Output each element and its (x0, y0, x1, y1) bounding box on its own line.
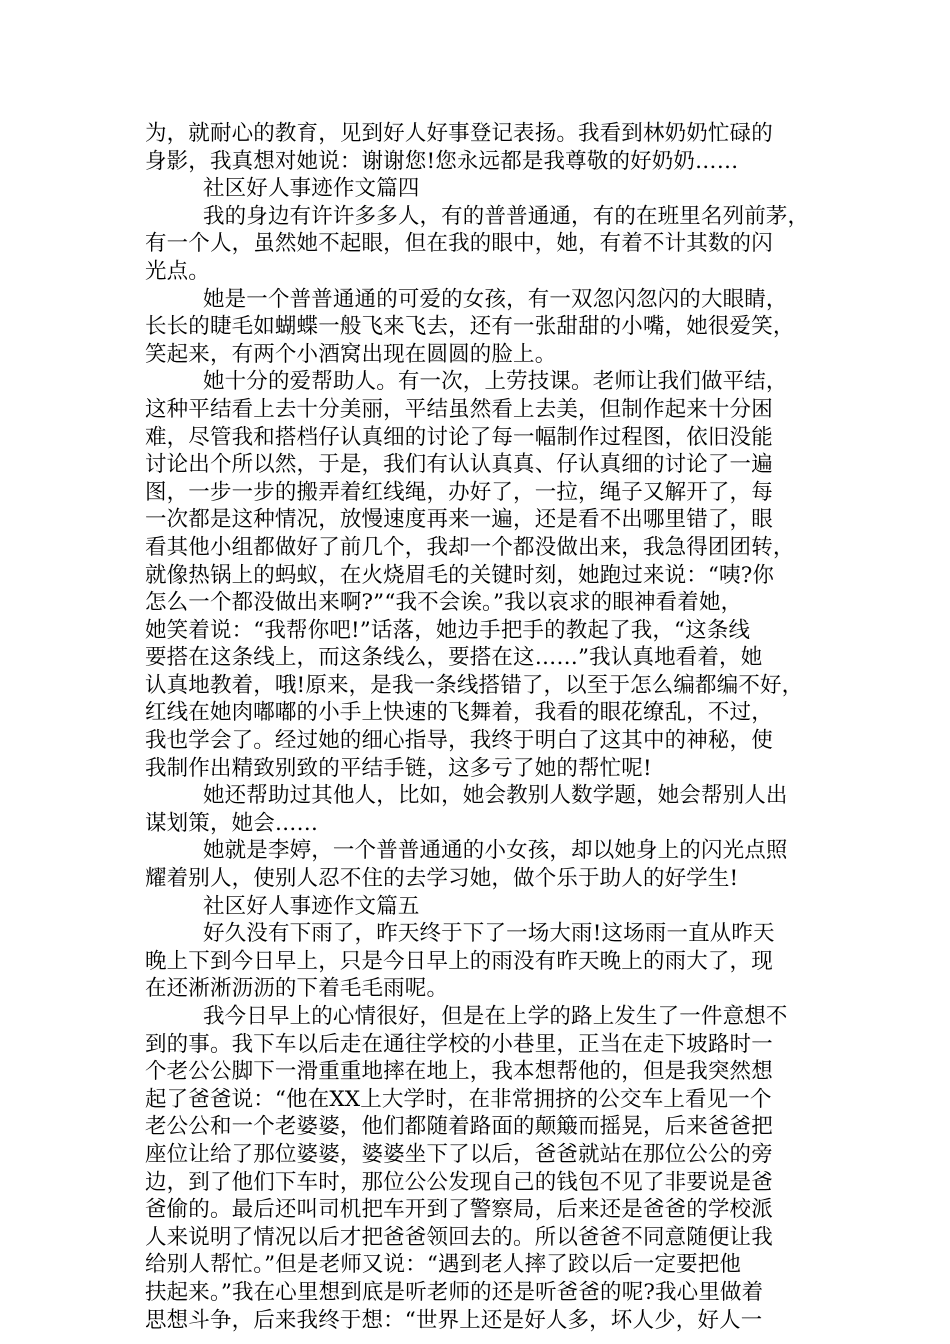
text-line: 讨论出个所以然，于是，我们有认认真真、仔认真细的讨论了一遍 (145, 452, 773, 478)
text-line: 看其他小组都做好了前几个，我却一个都没做出来，我急得团团转， (145, 534, 795, 560)
text-line: 就像热锅上的蚂蚁，在火烧眉毛的关键时刻，她跑过来说：“咦?你 (145, 562, 775, 588)
text-line: 耀着别人，使别人忍不住的去学习她，做个乐于助人的好学生! (145, 866, 739, 892)
text-line: 我也学会了。经过她的细心指导，我终于明白了这其中的神秘，使 (145, 728, 773, 754)
text-line: 红线在她肉嘟嘟的小手上快速的飞舞着，我看的眼花缭乱，不过， (145, 700, 773, 726)
text-line: 人来说明了情况以后才把爸爸领回去的。所以爸爸不同意随便让我 (145, 1224, 773, 1250)
text-line: 谋划策，她会…… (145, 810, 319, 836)
text-line: 到的事。我下车以后走在通往学校的小巷里，正当在走下坡路时一 (145, 1031, 773, 1057)
text-line: 有一个人，虽然她不起眼，但在我的眼中，她，有着不计其数的闪 (145, 231, 773, 257)
text-line: 身影，我真想对她说：谢谢您!您永远都是我尊敬的好奶奶…… (145, 148, 739, 174)
text-line: 光点。 (145, 258, 210, 284)
section-heading: 社区好人事迹作文篇四 (203, 176, 420, 202)
text-line: 她笑着说：“我帮你吧!”话落，她边手把手的教起了我，“这条线 (145, 617, 751, 643)
text-line: 思想斗争，后来我终于想：“世界上还是好人多，坏人少，好人一 (145, 1307, 763, 1333)
section-heading: 社区好人事迹作文篇五 (203, 893, 420, 919)
text-line: 她还帮助过其他人，比如，她会教别人数学题，她会帮别人出 (203, 783, 788, 809)
text-line: 爸偷的。最后还叫司机把车开到了警察局，后来还是爸爸的学校派 (145, 1197, 773, 1223)
text-line: 她十分的爱帮助人。有一次，上劳技课。老师让我们做平结， (203, 369, 788, 395)
text-line: 个老公公脚下一滑重重地摔在地上，我本想帮他的，但是我突然想 (145, 1059, 773, 1085)
text-line: 这种平结看上去十分美丽，平结虽然看上去美，但制作起来十分困 (145, 396, 773, 422)
text-line: 给别人帮忙。”但是老师又说：“遇到老人摔了跤以后一定要把他 (145, 1252, 742, 1278)
text-line: 为，就耐心的教育，见到好人好事登记表扬。我看到林奶奶忙碌的 (145, 121, 773, 146)
text-line: 边，到了他们下车时，那位公公发现自己的钱包不见了非要说是爸 (145, 1169, 773, 1195)
text-line: 长长的睫毛如蝴蝶一般飞来飞去，还有一张甜甜的小嘴，她很爱笑， (145, 314, 795, 340)
text-line: 起了爸爸说：“他在XX上大学时，在非常拥挤的公交车上看见一个 (145, 1086, 772, 1112)
text-line: 座位让给了那位婆婆，婆婆坐下了以后，爸爸就站在那位公公的旁 (145, 1141, 773, 1167)
text-line: 晚上下到今日早上，只是今日早上的雨没有昨天晚上的雨大了，现 (145, 948, 773, 974)
text-line: 笑起来，有两个小酒窝出现在圆圆的脸上。 (145, 341, 557, 367)
text-line: 我的身边有许许多多人，有的普普通通，有的在班里名列前茅， (203, 203, 810, 229)
text-line: 一次都是这种情况，放慢速度再来一遍，还是看不出哪里错了，眼 (145, 507, 773, 533)
text-line: 怎么一个都没做出来啊?”“我不会诶。”我以哀求的眼神看着她， (145, 590, 743, 616)
text-line: 老公公和一个老婆婆，他们都随着路面的颠簸而摇晃，后来爸爸把 (145, 1114, 773, 1140)
text-line: 她是一个普普通通的可爱的女孩，有一双忽闪忽闪的大眼睛， (203, 286, 788, 312)
text-line: 扶起来。”我在心里想到底是听老师的还是听爸爸的呢?我心里做着 (145, 1279, 764, 1305)
text-line: 图，一步一步的搬弄着红线绳，办好了，一拉，绳子又解开了，每 (145, 479, 773, 505)
text-line: 难，尽管我和搭档仔认真细的讨论了每一幅制作过程图，依旧没能 (145, 424, 773, 450)
text-line: 我制作出精致别致的平结手链，这多亏了她的帮忙呢! (145, 755, 652, 781)
text-line: 我今日早上的心情很好，但是在上学的路上发生了一件意想不 (203, 1004, 788, 1029)
text-line: 她就是李婷，一个普普通通的小女孩，却以她身上的闪光点照 (203, 838, 788, 864)
text-line: 要搭在这条线上，而这条线么，要搭在这……”我认真地看着，她 (145, 645, 763, 671)
document-body (145, 120, 815, 1334)
text-line: 好久没有下雨了，昨天终于下了一场大雨!这场雨一直从昨天 (203, 921, 775, 947)
text-line: 在还淅淅沥沥的下着毛毛雨呢。 (145, 976, 449, 1002)
text-line: 认真地教着，哦!原来，是我一条线搭错了，以至于怎么编都编不好， (145, 672, 804, 698)
